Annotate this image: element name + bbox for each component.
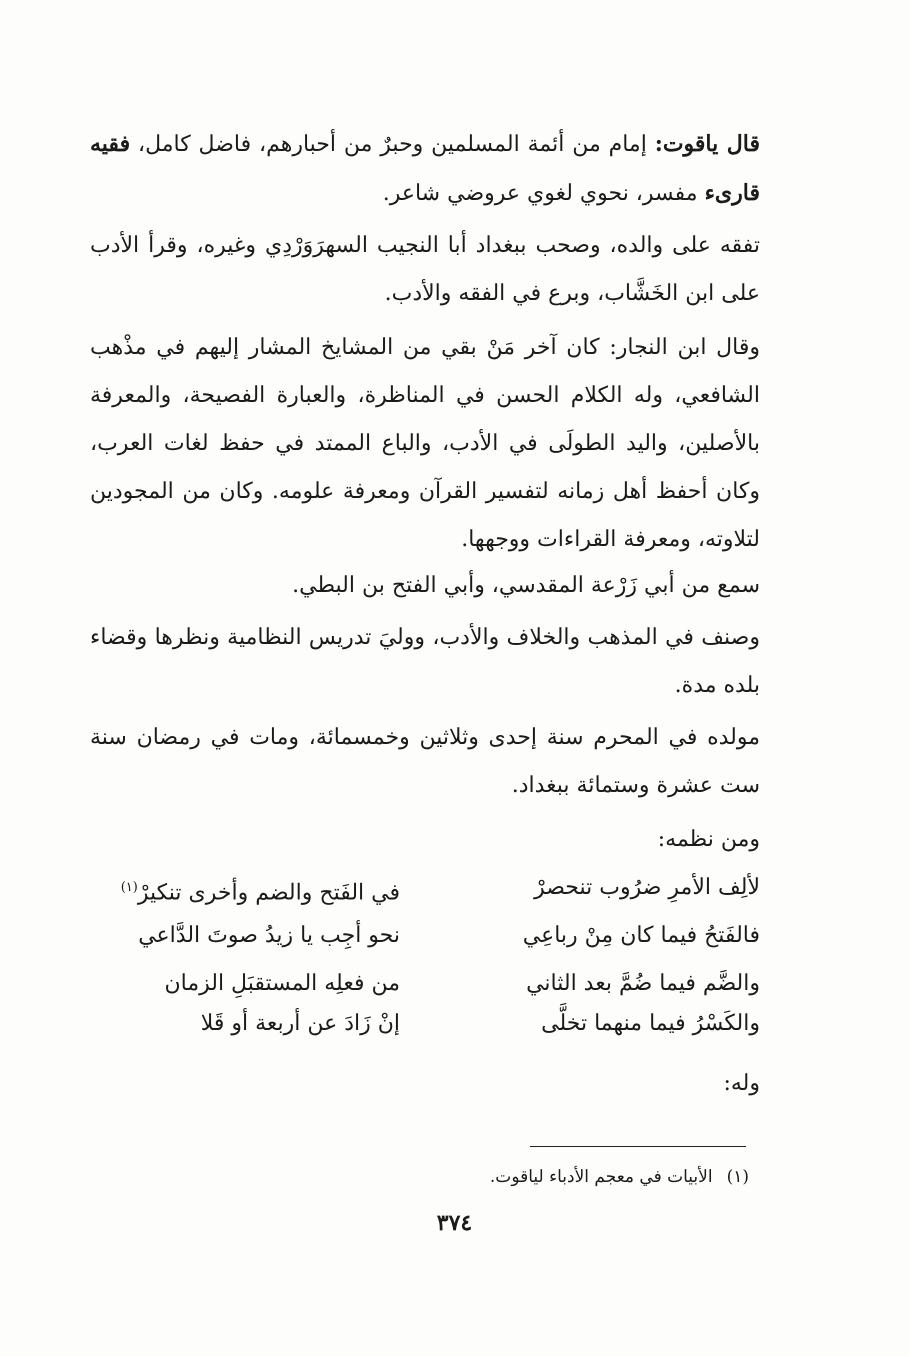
verse-first-hemistich: والكَسْرُ فيما منهما تخلَّى <box>541 1011 760 1036</box>
verse-line <box>90 864 760 912</box>
verse-second-hemistich: إنْ زَادَ عن أربعة أو قَلا <box>200 1011 400 1036</box>
page-number: ٣٧٤ <box>436 1210 473 1236</box>
paragraph-heard: سمع من أبي زَرْعة المقدسي، وأبي الفتح بن البطي. <box>292 573 760 598</box>
verse-second-hemistich: من فعلِه المستقبَلِ الزمان <box>164 971 400 996</box>
verse-first-hemistich: لألِف الأمرِ ضرُوب تنحصرْ <box>534 875 760 900</box>
footnote-number: (١) <box>726 1167 749 1187</box>
paragraph-text: إمام من أئمة المسلمين وحبرٌ من أحبارهم، فاضل كامل، <box>130 132 655 157</box>
paragraph-lead-2: فقيه قارىء <box>90 131 760 206</box>
footnote-divider <box>530 1146 746 1147</box>
footnote <box>249 1162 749 1192</box>
verse-first-hemistich: والضَّم فيما ضُمَّ بعد الثاني <box>526 971 760 996</box>
footnote-text: الأبيات في معجم الأدباء لياقوت. <box>489 1167 713 1187</box>
paragraph-studies: تفقه على والده، وصحب ببغداد أبا النجيب السهرَوَرْدِي وغيره، وقرأ الأدب على ابن الخَشَّاب، وبرع في الفقه والأدب. <box>90 233 760 306</box>
paragraph-yaqut <box>90 120 760 218</box>
paragraph-wrote: وصنف في المذهب والخلاف والأدب، ووليَ تدريس النظامية ونظرها وقضاء بلده مدة. <box>90 625 760 698</box>
verse-line <box>90 1000 760 1048</box>
paragraph-text-2: مفسر، نحوي لغوي عروضي شاعر. <box>382 181 705 206</box>
footnote-marker: (١) <box>120 880 138 895</box>
paragraph-closing: وله: <box>723 1071 760 1096</box>
paragraph-poetry-intro: ومن نظمه: <box>657 827 760 852</box>
verse-second-hemistich: نحو أجِب يا زيدُ صوتَ الدَّاعي <box>138 923 400 948</box>
verse-second-hemistich: في الفَتح والضم وأخرى تنكيرْ$^{(١)}$ <box>120 880 400 906</box>
paragraph-lead: قال ياقوت: <box>654 131 761 157</box>
paragraph-birth-death: مولده في المحرم سنة إحدى وثلاثين وخمسمائة، ومات في رمضان سنة ست عشرة وستمائة ببغداد. <box>90 725 760 798</box>
paragraph-ibn-najjar: وقال ابن النجار: كان آخر مَنْ بقي من المشايخ المشار إليهم في مذْهب الشافعي، وله الكلام الحسن في المناظرة، والعبارة الفصيحة، والمعرفة بالأصلين، واليد الطولَى في الأدب، والباع الممتد في حفظ لغات العرب، وكان أحفظ أهل زمانه لتفسير القرآن ومعرفة علومه. وكان من المجودين لتلاوته، ومعرفة القراءات ووجهها. <box>90 335 760 552</box>
verse-line <box>90 912 760 960</box>
verse-first-hemistich: فالفَتحُ فيما كان مِنْ رباعِي <box>522 923 760 948</box>
